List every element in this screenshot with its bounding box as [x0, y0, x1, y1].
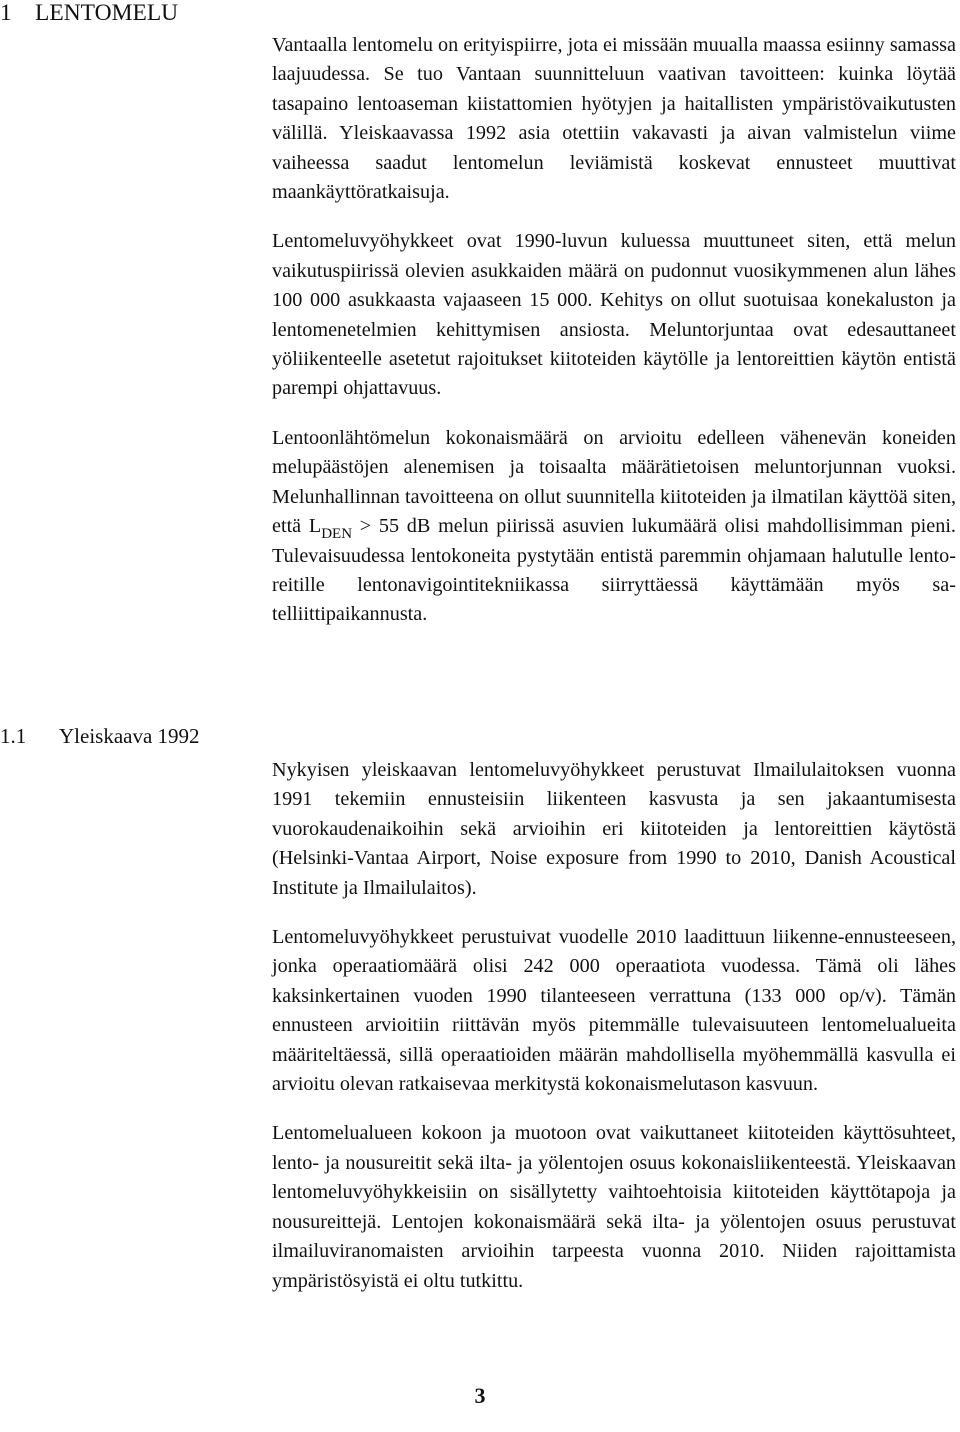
- subsection-body: [272, 756, 956, 1296]
- subsection-heading: [0, 723, 200, 749]
- ldn-text-before: Lentoonlähtömelun kokonaismäärä on arvioitu edelleen vähenevän koneiden melupäästöjen alenemisen ja toisaalta määrätietoisen meluntorjunnan vuoksi. Melunhallinnan tavoitteena on ollut suunnitella kiitoteiden ja ilmatilan käyttöä siten, että L: [272, 426, 956, 538]
- section-number: 1: [0, 0, 12, 26]
- page-number: 3: [474, 1383, 486, 1408]
- body-paragraph: Lentomeluvyöhykkeet perustuivat vuodelle 2010 laadittuun liikenne-ennusteeseen, jonka operaatiomäärä olisi 242 000 operaatiota vuodessa. Tämä oli lähes kaksinkertainen vuoden 1990 tilanteeseen verrattuna (133 000 op/v). Tämän ennusteen arvioitiin riittävän myös pitemmälle tulevaisuuteen lentomelualueita määriteltäessä, sillä operaatioiden määrän mahdollisella myöhemmällä kasvulla ei arvioitu olevan ratkaisevaa merkitystä kokonaismelutason kasvuun.: [272, 926, 956, 1096]
- subsection-title: Yleiskaava 1992: [59, 724, 200, 748]
- body-paragraph-ldn: [272, 424, 956, 630]
- body-paragraph: Lentomeluvyöhykkeet ovat 1990-luvun kuluessa muuttuneet siten, että melun vaikutuspiirissä olevien asukkaiden määrä on pudonnut vuosikymmenen alun lähes 100 000 asukkaasta vajaaseen 15 000. Kehitys on ollut suotuisaa konekaluston ja lentomenetelmien kehittymisen ansiosta. Meluntorjuntaa ovat edesauttaneet yöliikenteelle asetetut rajoitukset kiitoteiden käytölle ja lentoreittien käytön entistä parempi ohjattavuus.: [272, 230, 956, 400]
- den-subscript: DEN: [321, 526, 353, 543]
- body-paragraph: Lentomelualueen kokoon ja muotoon ovat vaikuttaneet kiitoteiden käyttösuhteet, lento- ja nousureitit sekä ilta- ja yölentojen osuus kokonaisliikenteestä. Yleiskaavan lentomeluvyöhykkeisiin on sisällytetty vaihtoehtoisia kiitoteiden käyttötapoja ja nousureittejä. Lentojen kokonaismäärä sekä ilta- ja yölentojen osuus perustuvat ilmailuviranomaisten arvioihin tarpeesta vuonna 2010. Niiden rajoittamista ympäristösyistä ei oltu tutkittu.: [272, 1122, 956, 1292]
- subsection-number: 1.1: [0, 724, 27, 748]
- body-paragraph: Nykyisen yleiskaavan lentomeluvyöhykkeet perustuvat Ilmailulaitoksen vuonna 1991 tekemiin ennusteisiin liikenteen kasvusta ja sen jakaantumisesta vuorokaudenaikoihin sekä arvioihin eri kiitoteiden ja lentoreittien käytöstä (Helsinki-Vantaa Airport, Noise exposure from 1990 to 2010, Danish Acoustical Institute ja Ilmailulaitos).: [272, 759, 956, 899]
- section-heading: [0, 0, 178, 26]
- section-title: LENTOMELU: [35, 0, 179, 26]
- ldn-text-after: > 55 dB melun piirissä asuvien lukumäärä olisi mahdollisimman pieni. Tulevaisuudessa lentokoneita pystytään entistä paremmin ohjamaan halutulle lentoreitille lentonavigointitekniikassa siirryttäessä käyttämään myös satelliittipaikannusta.: [272, 515, 956, 626]
- section-body: [272, 31, 956, 630]
- body-paragraph: Vantaalla lentomelu on erityispiirre, jota ei missään muualla maassa esiinny samassa laajuudessa. Se tuo Vantaan suunnitteluun vaativan tavoitteen: kuinka löytää tasapaino lentoaseman kiistattomien hyötyjen ja haitallisten ympäristövaikutusten välillä. Yleiskaavassa 1992 asia otettiin vakavasti ja aivan valmistelun viime vaiheessa saadut lentomelun leviämistä koskevat ennusteet muuttivat maankäyttöratkaisuja.: [272, 34, 956, 204]
